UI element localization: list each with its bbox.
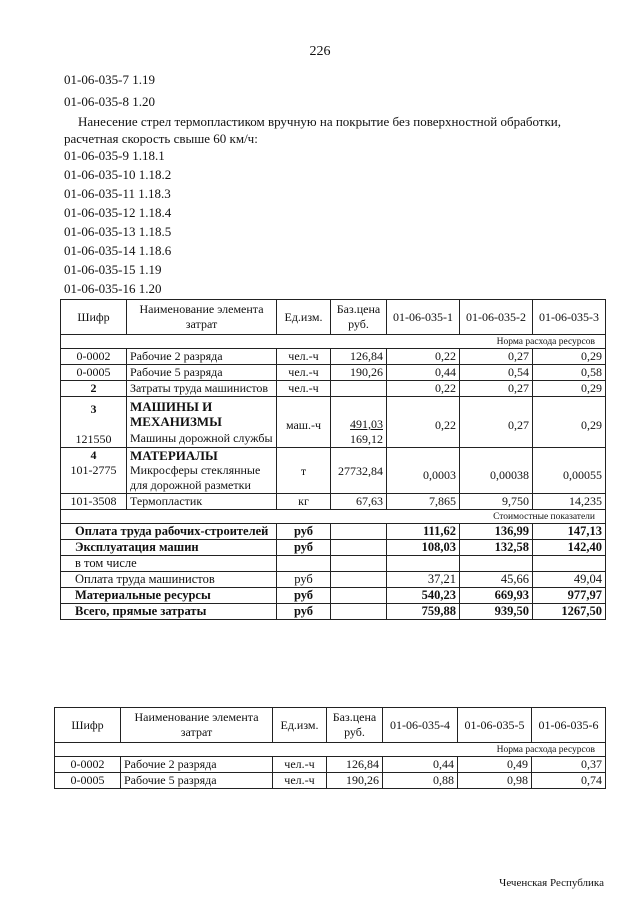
cell-value: 0,74 [532,773,606,789]
cell-value: 0,58 [533,365,606,381]
cell-unit: чел.-ч [273,757,327,773]
cost-value: 939,50 [460,604,533,620]
cell-code: 2 [61,381,127,397]
cell-price [331,381,387,397]
cell-value: 0,22 [387,397,460,448]
cost-value: 45,66 [460,572,533,588]
table-row [61,556,606,572]
header-unit: Ед.изм. [277,300,331,335]
cell-value: 0,00055 [533,448,606,494]
header-col: 01-06-035-5 [458,708,532,743]
cost-name: Оплата труда рабочих-строителей [61,524,277,540]
cell-name: Рабочие 5 разряда [127,365,277,381]
cell-value: 0,44 [387,365,460,381]
header-code: Шифр [55,708,121,743]
cell-price: 67,63 [331,494,387,510]
group-number: 3 [90,402,97,416]
ref-line: 01-06-035-11 1.18.3 [64,186,171,201]
cell-name: Термопластик [127,494,277,510]
cell-value: 0,29 [533,397,606,448]
footer-region: Чеченская Республика [499,877,604,889]
ref-line: 01-06-035-14 1.18.6 [64,243,172,258]
cost-name: Оплата труда машинистов [61,572,277,588]
table-row [61,381,606,397]
table-row [61,604,606,620]
table-row [61,572,606,588]
cell-price: 126,84 [331,349,387,365]
cost-name: в том числе [61,556,277,572]
header-price: Баз.цена руб. [327,708,383,743]
cell-name: Микросферы стеклянные для дорожной разметки [130,463,261,492]
ref-line: 01-06-035-13 1.18.5 [64,224,172,239]
cell-name: Машины дорожной службы [130,431,273,445]
ref-line: 01-06-035-8 1.20 [64,94,155,109]
table-row [61,349,606,365]
cell-code-group [61,397,127,448]
cell-unit: чел.-ч [277,381,331,397]
cost-empty [460,556,533,572]
cell-price [331,397,387,448]
cell-value: 0,27 [460,397,533,448]
cost-value: 108,03 [387,540,460,556]
cell-code: 0-0002 [55,757,121,773]
price-value: 491,03 [350,417,383,431]
cost-value: 977,97 [533,588,606,604]
cell-value: 9,750 [460,494,533,510]
cost-label: Стоимостные показатели [61,510,606,524]
cell-name: Рабочие 2 разряда [127,349,277,365]
cell-unit: кг [277,494,331,510]
cost-value: 669,93 [460,588,533,604]
cost-value: 540,23 [387,588,460,604]
cell-price: 126,84 [327,757,383,773]
cell-value: 0,27 [460,349,533,365]
ref-line: 01-06-035-15 1.19 [64,262,162,277]
table-row [55,757,606,773]
cell-value: 0,37 [532,757,606,773]
cost-unit: руб [277,604,331,620]
cell-unit: т [277,448,331,494]
table-row [61,448,606,494]
cost-empty [277,556,331,572]
cost-value: 111,62 [387,524,460,540]
group-title: МАШИНЫ И МЕХАНИЗМЫ [130,399,222,429]
cell-value: 14,235 [533,494,606,510]
cell-value: 0,49 [458,757,532,773]
table-row [61,494,606,510]
header-col: 01-06-035-3 [533,300,606,335]
ref-line: 01-06-035-16 1.20 [64,281,162,296]
cost-unit: руб [277,540,331,556]
ref-line: 01-06-035-9 1.18.1 [64,148,165,163]
cost-empty [533,556,606,572]
price-value: 169,12 [350,432,383,446]
cell-code: 101-2775 [70,463,117,477]
ref-line: 01-06-035-10 1.18.2 [64,167,172,182]
cost-value: 142,40 [533,540,606,556]
cost-name: Материальные ресурсы [61,588,277,604]
cell-value: 0,00038 [460,448,533,494]
resource-table-2 [54,707,606,789]
cost-value: 132,58 [460,540,533,556]
cost-empty [331,524,387,540]
cell-value: 0,29 [533,381,606,397]
cell-value: 0,22 [387,349,460,365]
cell-unit: чел.-ч [277,349,331,365]
table-row [61,588,606,604]
cost-unit: руб [277,572,331,588]
cell-price: 190,26 [327,773,383,789]
cell-code: 101-3508 [61,494,127,510]
header-price: Баз.цена руб. [331,300,387,335]
cell-unit: маш.-ч [277,397,331,448]
cell-name-group [127,397,277,448]
cell-name-group [127,448,277,494]
table-row [55,773,606,789]
cell-price: 190,26 [331,365,387,381]
cost-value: 759,88 [387,604,460,620]
cell-name: Затраты труда машинистов [127,381,277,397]
cost-value: 37,21 [387,572,460,588]
cost-value: 49,04 [533,572,606,588]
header-name: Наименование элемента затрат [121,708,273,743]
cell-code-group [61,448,127,494]
cost-unit: руб [277,588,331,604]
cell-value: 7,865 [387,494,460,510]
cell-value: 0,54 [460,365,533,381]
cell-code: 0-0002 [61,349,127,365]
cost-unit: руб [277,524,331,540]
ref-line: 01-06-035-12 1.18.4 [64,205,172,220]
group-number: 4 [90,448,97,462]
cost-name: Всего, прямые затраты [61,604,277,620]
table-row [61,524,606,540]
cost-value: 1267,50 [533,604,606,620]
cell-name: Рабочие 2 разряда [121,757,273,773]
page-number: 226 [309,44,331,59]
header-name: Наименование элемента затрат [127,300,277,335]
cost-value: 136,99 [460,524,533,540]
norm-label: Норма расхода ресурсов [55,743,606,757]
header-col: 01-06-035-4 [383,708,458,743]
header-col: 01-06-035-1 [387,300,460,335]
cost-empty [331,572,387,588]
cell-value: 0,27 [460,381,533,397]
table-row [61,540,606,556]
cell-code: 0-0005 [55,773,121,789]
group-title: МАТЕРИАЛЫ [130,448,218,463]
header-code: Шифр [61,300,127,335]
cell-code: 0-0005 [61,365,127,381]
cost-name: Эксплуатация машин [61,540,277,556]
cost-empty [331,540,387,556]
cell-name: Рабочие 5 разряда [121,773,273,789]
cost-value: 147,13 [533,524,606,540]
header-col: 01-06-035-2 [460,300,533,335]
section-paragraph: Нанесение стрел термопластиком вручную на покрытие без поверхностной обработки, расчетная скорость свыше 60 км/ч: [64,114,561,146]
cost-empty [331,556,387,572]
table-row [61,365,606,381]
cost-empty [387,556,460,572]
cell-value: 0,98 [458,773,532,789]
cell-unit: чел.-ч [277,365,331,381]
ref-line: 01-06-035-7 1.19 [64,72,155,87]
norm-label: Норма расхода ресурсов [61,335,606,349]
header-unit: Ед.изм. [273,708,327,743]
resource-table-1 [60,299,606,620]
header-col: 01-06-035-6 [532,708,606,743]
cell-price: 27732,84 [331,448,387,494]
cell-value: 0,22 [387,381,460,397]
cost-empty [331,604,387,620]
cell-code: 121550 [75,432,112,446]
cell-value: 0,88 [383,773,458,789]
cell-value: 0,44 [383,757,458,773]
table-row [61,397,606,448]
cell-value: 0,0003 [387,448,460,494]
cell-value: 0,29 [533,349,606,365]
cell-unit: чел.-ч [273,773,327,789]
cost-empty [331,588,387,604]
